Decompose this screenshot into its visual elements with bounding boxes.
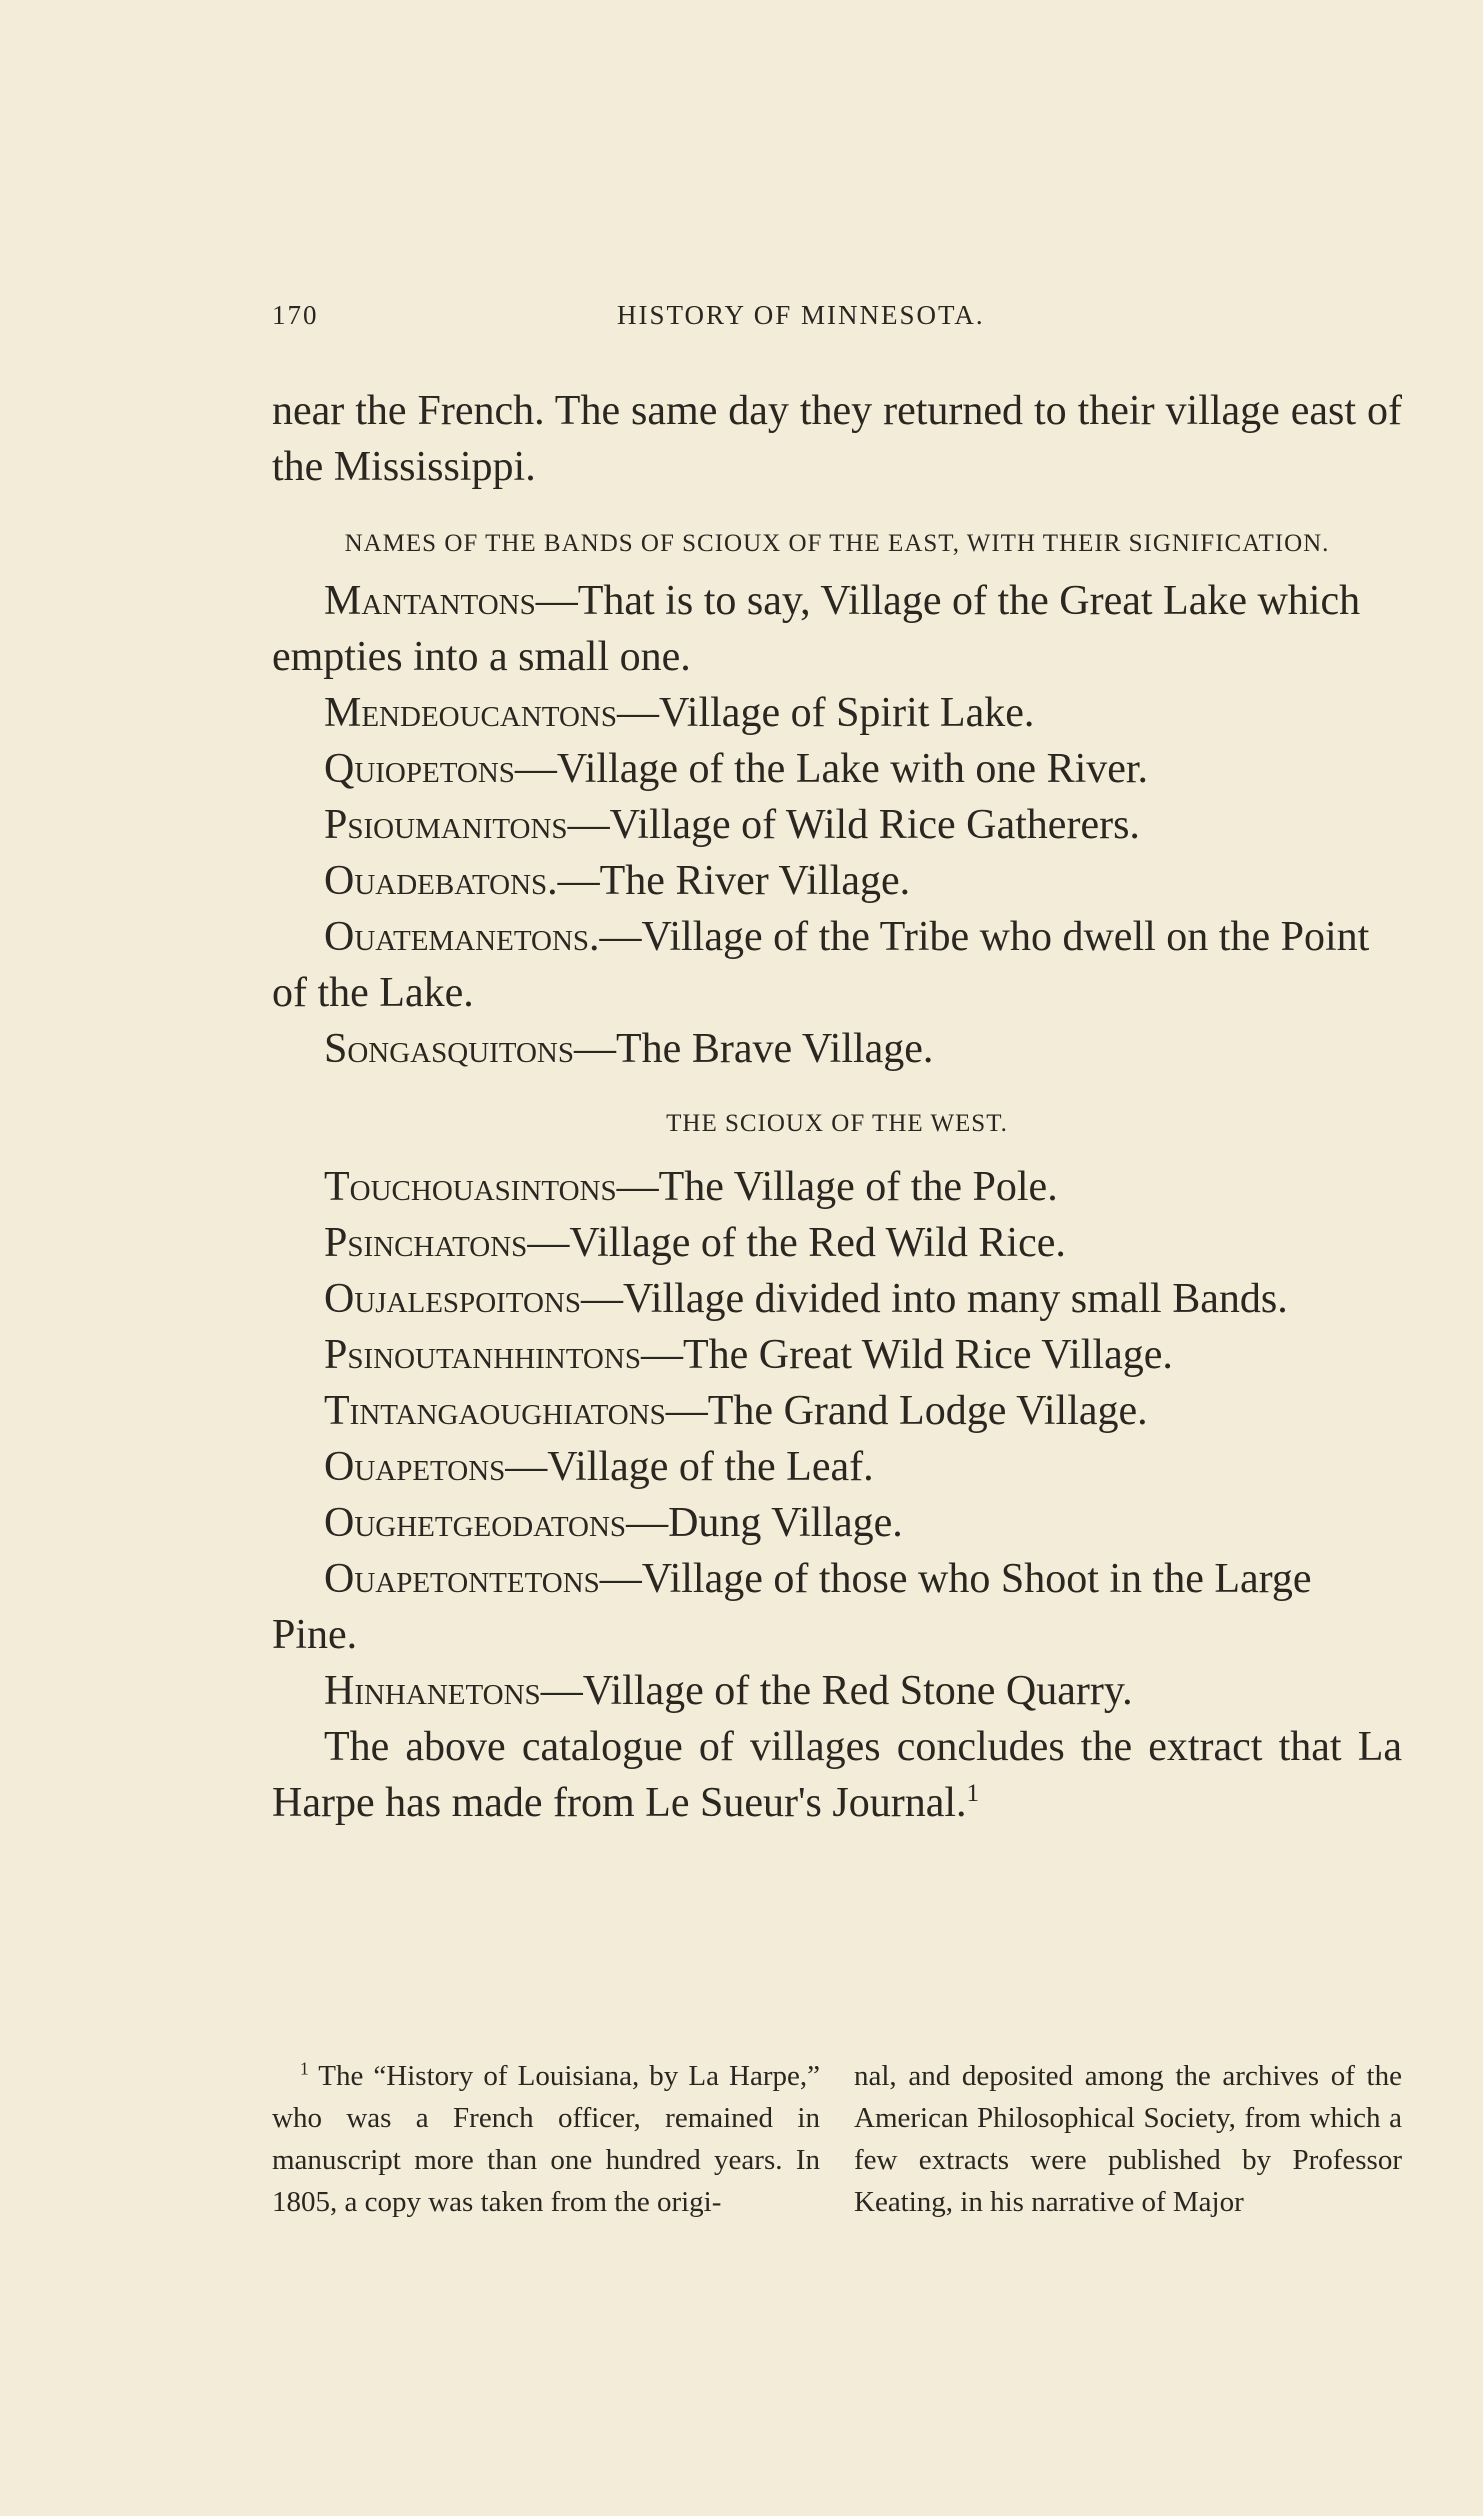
band-entry: [272, 1551, 1402, 1663]
footnote-mark: 1: [300, 2058, 309, 2079]
band-meaning: —The Brave Village.: [574, 1026, 934, 1072]
footnote-text-left: The “History of Louisiana, by La Harpe,” who was a French officer, remained in manuscript more than one hundred years. In 1805, a copy was taken from the origi-: [272, 2060, 820, 2218]
band-meaning: —Village of the Red Stone Quarry.: [540, 1668, 1133, 1714]
band-name: Ouadebatons.: [324, 858, 558, 904]
band-name: Songasquitons: [324, 1026, 575, 1072]
band-meaning: —The Great Wild Rice Village.: [640, 1332, 1173, 1378]
east-section-heading: NAMES OF THE BANDS OF SCIOUX OF THE EAST, WITH THEIR SIGNIFICATION.: [344, 530, 1330, 557]
band-entry: [272, 797, 1402, 853]
band-meaning: —Dung Village.: [626, 1500, 903, 1546]
band-entry: [272, 1663, 1402, 1719]
band-name: Ouapetons: [324, 1444, 506, 1490]
band-name: Ouapetontetons: [324, 1556, 600, 1602]
band-name: Oughetgeodatons: [324, 1500, 627, 1546]
band-name: Psinchatons: [324, 1220, 528, 1266]
band-meaning: —Village of the Red Wild Rice.: [527, 1220, 1066, 1266]
conclusion-paragraph: [272, 1719, 1402, 1831]
band-meaning: —The Grand Lodge Village.: [665, 1388, 1148, 1434]
running-title: HISTORY OF MINNESOTA.: [617, 300, 985, 330]
band-entry: [272, 1159, 1402, 1215]
band-entry: [272, 573, 1402, 685]
band-name: Psioumanitons: [324, 802, 568, 848]
band-name: Oujalespoitons: [324, 1276, 581, 1322]
band-entry: [272, 1021, 1402, 1077]
band-entry: [272, 1439, 1402, 1495]
band-name: Quiopetons: [324, 746, 515, 792]
band-entry: [272, 1215, 1402, 1271]
main-text: [272, 383, 1402, 1831]
band-entry: [272, 1327, 1402, 1383]
band-entry: [272, 1495, 1402, 1551]
band-meaning: —The Village of the Pole.: [616, 1164, 1058, 1210]
band-meaning: —The River Village.: [557, 858, 911, 904]
band-entry: [272, 685, 1402, 741]
footnote-column-right: nal, and deposited among the archives of the American Philosophical Society, from which a few extracts were published by Professor Keating, in his narrative of Major: [854, 2060, 1402, 2218]
band-name: Hinhanetons: [324, 1668, 541, 1714]
band-name: Ouatemanetons.: [324, 914, 600, 960]
footnote-reference: 1: [966, 1780, 980, 1807]
band-entry: [272, 909, 1402, 1021]
band-meaning: —Village divided into many small Bands.: [581, 1276, 1288, 1322]
footnote-column-left: [272, 2055, 820, 2223]
band-meaning: —Village of those who Shoot in the Large Pine.: [272, 1556, 1312, 1658]
band-entry: [272, 1383, 1402, 1439]
band-meaning: —Village of the Leaf.: [505, 1444, 874, 1490]
band-entry: [272, 853, 1402, 909]
conclusion-text: The above catalogue of villages concludes the extract that La Harpe has made from Le Sueur's Journal.: [272, 1724, 1402, 1826]
east-band-list: [272, 573, 1402, 1077]
band-name: Psinoutanhhintons: [324, 1332, 641, 1378]
band-entry: [272, 741, 1402, 797]
band-name: Mendeoucantons: [324, 690, 617, 736]
band-name: Touchouasintons: [324, 1164, 617, 1210]
intro-paragraph: near the French. The same day they returned to their village east of the Mississippi.: [272, 388, 1402, 490]
band-meaning: —That is to say, Village of the Great Lake which empties into a small one.: [272, 578, 1361, 680]
band-name: Mantantons: [324, 578, 536, 624]
band-meaning: —Village of Wild Rice Gatherers.: [567, 802, 1140, 848]
band-name: Tintangaoughiatons: [324, 1388, 666, 1434]
running-head: [272, 300, 1402, 350]
band-entry: [272, 1271, 1402, 1327]
page-number: 170: [272, 300, 319, 330]
band-meaning: —Village of the Tribe who dwell on the Point of the Lake.: [272, 914, 1370, 1016]
band-meaning: —Village of the Lake with one River.: [514, 746, 1149, 792]
west-section-heading: THE SCIOUX OF THE WEST.: [666, 1110, 1008, 1137]
west-band-list: [272, 1159, 1402, 1719]
band-meaning: —Village of Spirit Lake.: [616, 690, 1035, 736]
footnote: [272, 2055, 1402, 2223]
